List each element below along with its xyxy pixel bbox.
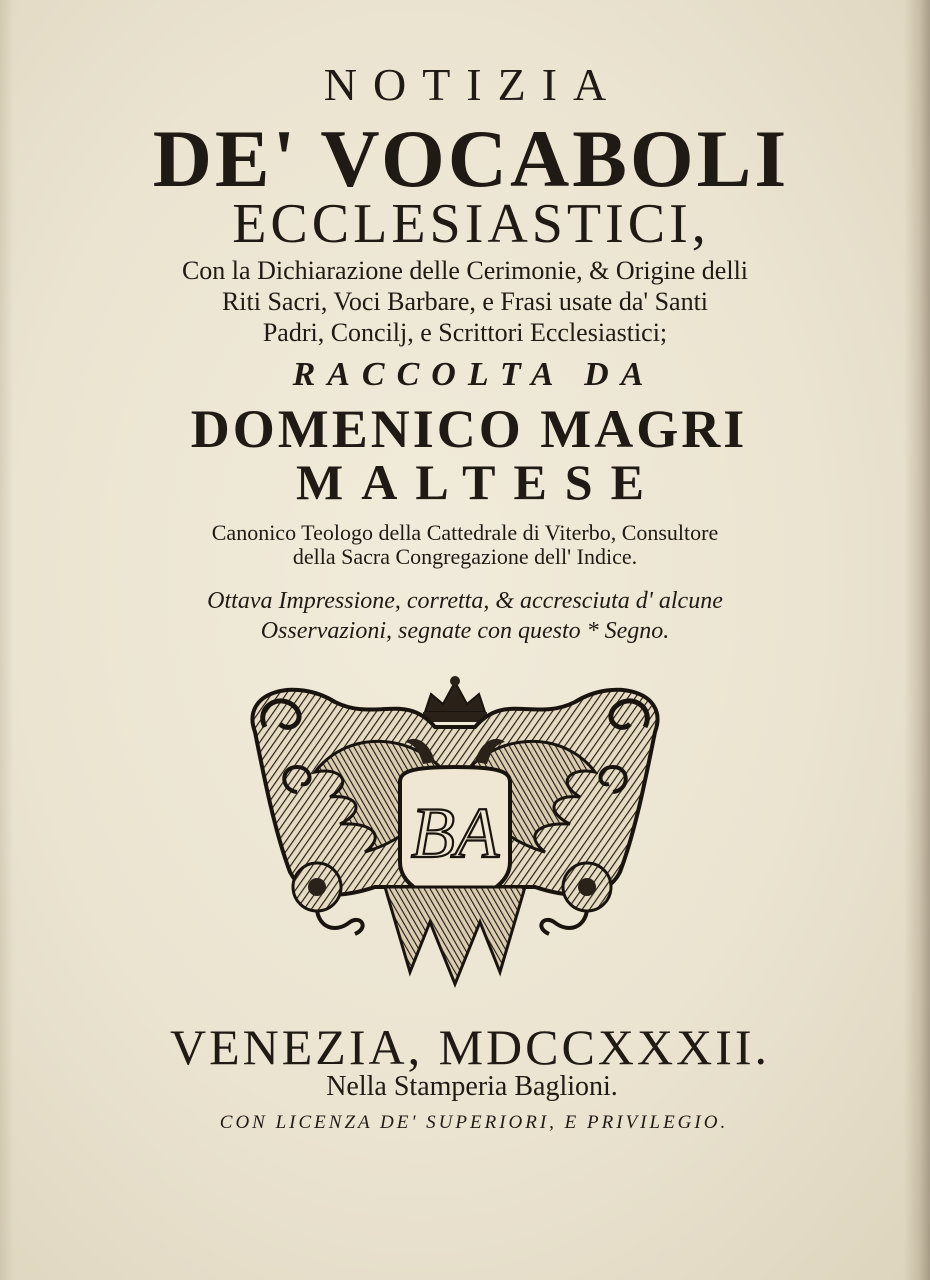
edition-statement: [0, 586, 930, 646]
title-line-vocaboli: DE' VOCABOLI: [152, 113, 790, 204]
subtitle: [0, 255, 930, 348]
imprint-licence: CON LICENZA DE' SUPERIORI, E PRIVILEGIO.: [219, 1112, 729, 1133]
edition-line: Osservazioni, segnate con questo * Segno.: [260, 618, 670, 644]
subtitle-line: Riti Sacri, Voci Barbare, e Frasi usate da' Santi: [221, 287, 709, 316]
credentials-line: Canonico Teologo della Cattedrale di Viterbo, Consultore: [211, 520, 719, 545]
subtitle-line: Con la Dichiarazione delle Cerimonie, & Origine delli: [181, 256, 749, 285]
title-line-ecclesiastici: ECCLESIASTICI,: [232, 193, 710, 255]
title-line-notizia: NOTIZIA: [323, 59, 623, 110]
tail-feathers: [385, 887, 525, 984]
subtitle-line: Padri, Concilj, e Scrittori Ecclesiastici;: [262, 318, 668, 347]
imprint-printer: Nella Stamperia Baglioni.: [326, 1071, 618, 1102]
imprint-city-year: VENEZIA, MDCCXXXII.: [170, 1019, 770, 1075]
crown-icon: [423, 676, 487, 722]
compiled-by-line: RACCOLTA DA: [292, 356, 656, 393]
author-origin: MALTESE: [296, 454, 662, 510]
author-name: DOMENICO MAGRI: [190, 399, 748, 459]
monogram: BA: [411, 793, 499, 873]
author-credentials: [0, 521, 930, 569]
printers-device-eagle-icon: [235, 672, 675, 992]
edition-line: Ottava Impressione, corretta, & accresciuta d' alcune: [207, 588, 723, 614]
credentials-line: della Sacra Congregazione dell' Indice.: [292, 544, 638, 569]
